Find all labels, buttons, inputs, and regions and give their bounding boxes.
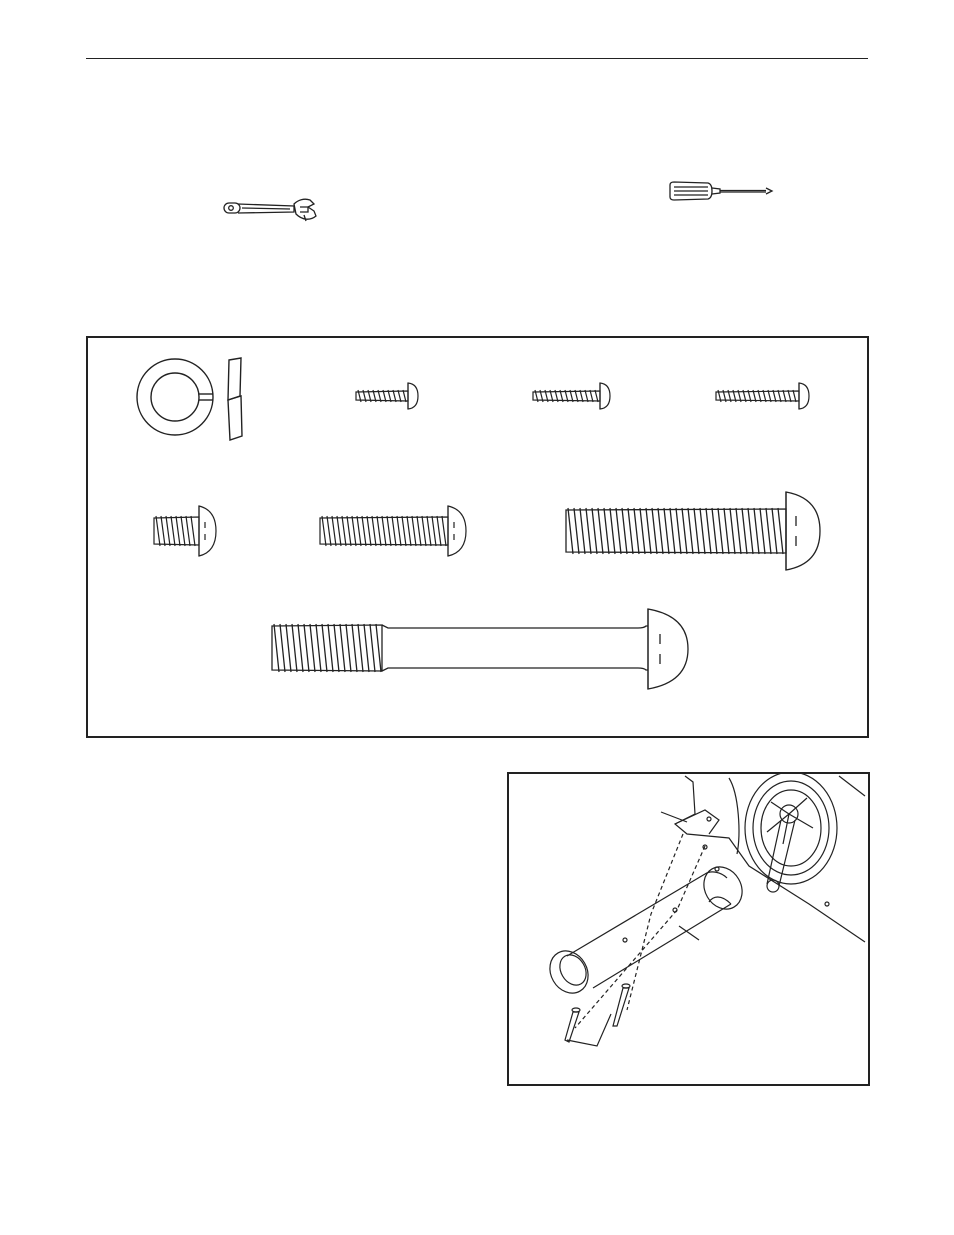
axle-bolt-icon [268,606,693,692]
crank-wheel-icon [745,774,837,906]
screw-short-icon [352,380,422,412]
bolt-medium-icon [316,504,471,558]
callout-line [661,812,687,822]
assembly-drawing [509,774,868,1084]
lock-washer-icon [130,352,260,444]
wrench-icon [220,194,330,226]
end-cap-icon [542,944,595,1000]
screw-medium-icon [530,380,615,412]
front-stabilizer-icon [567,860,750,988]
bolt-short-icon [150,504,220,558]
assembly-figure [507,772,870,1086]
bolt-long-icon [562,490,824,572]
header-rule [86,58,868,59]
screw-long-icon [713,380,813,412]
screwdriver-icon [668,180,776,202]
